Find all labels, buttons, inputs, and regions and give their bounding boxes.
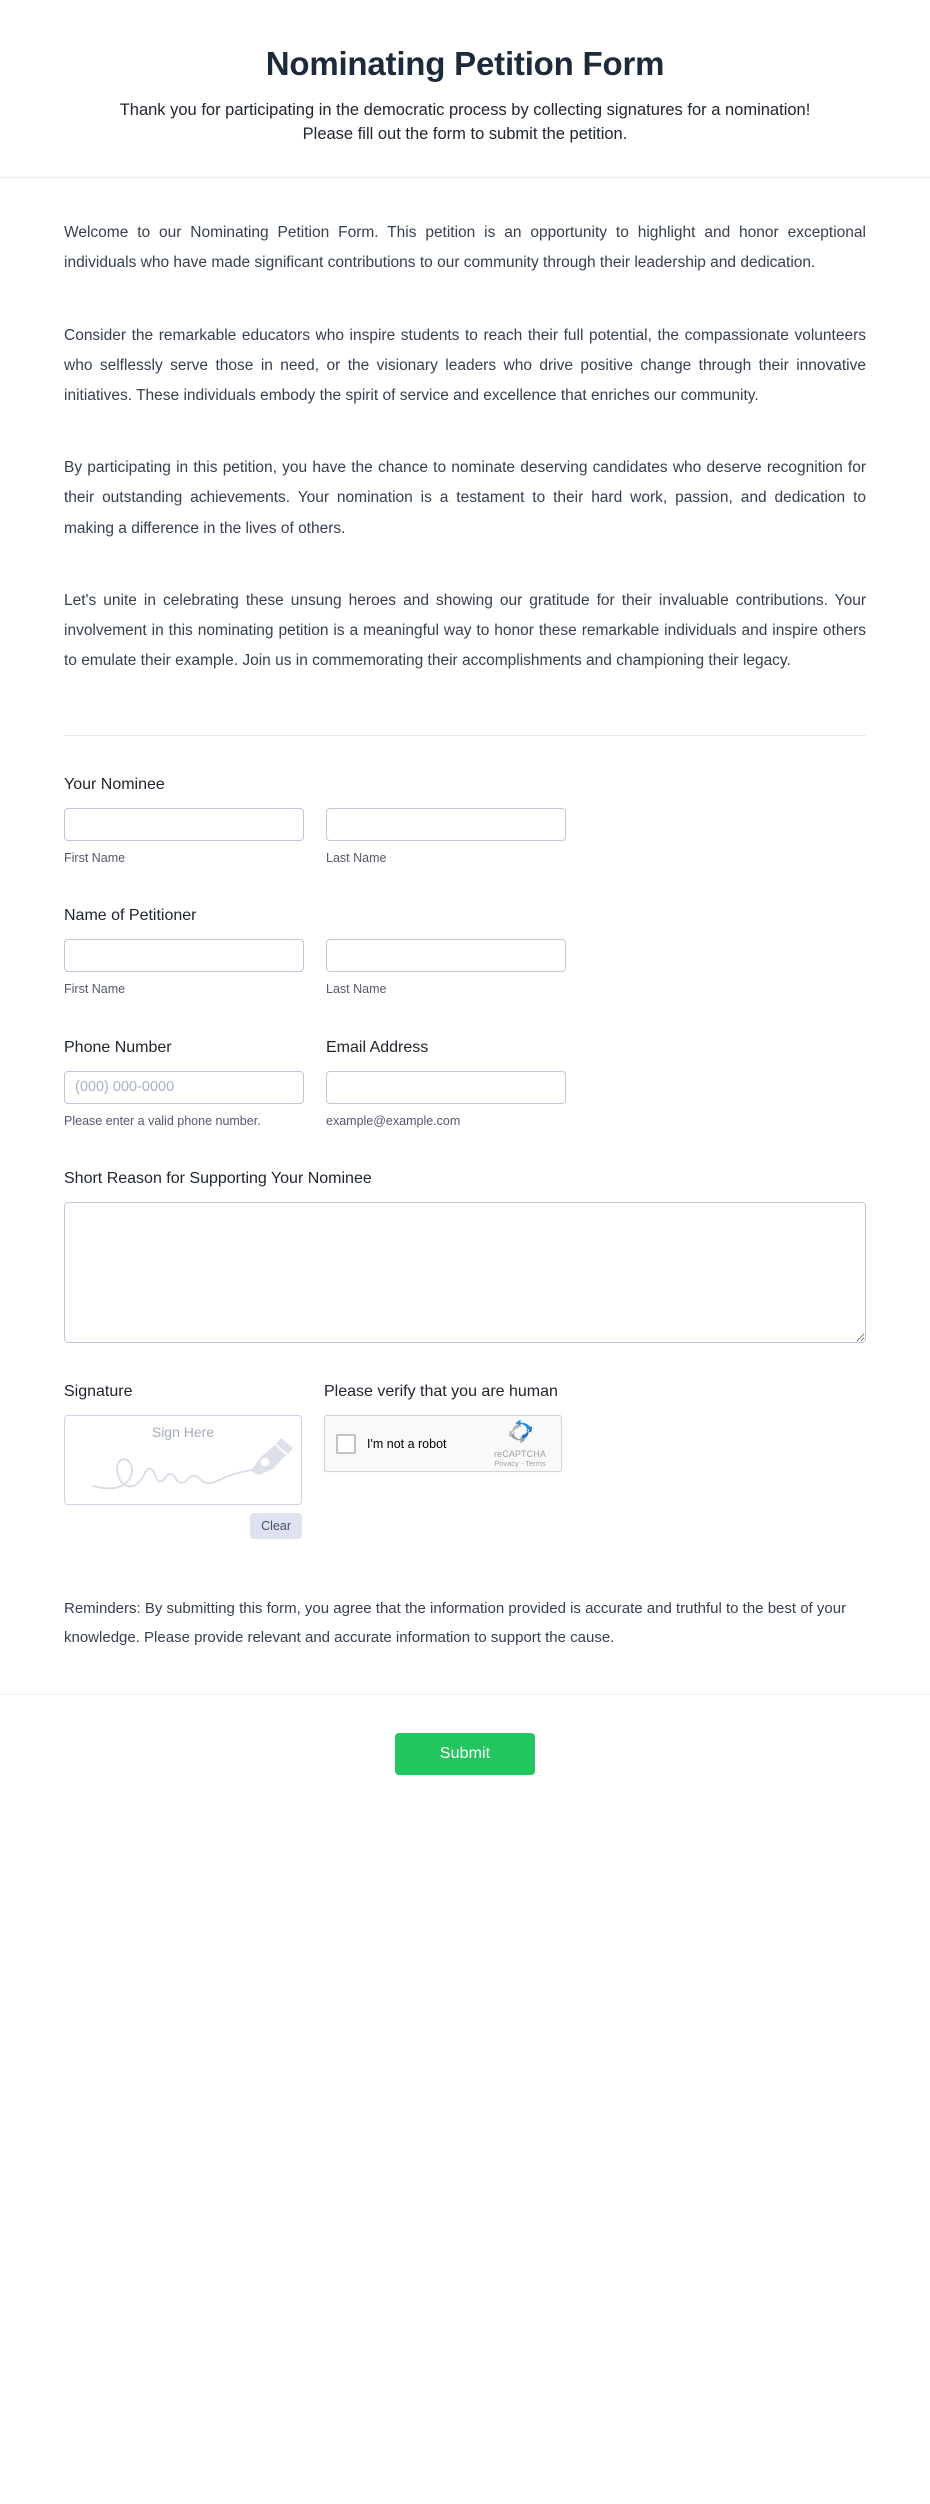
- captcha-group: [324, 1383, 562, 1472]
- signature-label: Signature: [64, 1383, 133, 1400]
- intro-paragraph-2: Consider the remarkable educators who inspire students to reach their full potential, the compassionate volunteers who selflessly serve those in need, or the visionary leaders who drive positive change through their innovative initiatives. These individuals embody the spirit of service and excellence that enriches our community.: [64, 326, 866, 404]
- recaptcha-privacy-terms-links[interactable]: Privacy - Terms: [494, 1459, 546, 1469]
- recaptcha-widget[interactable]: [324, 1415, 562, 1472]
- signature-group: [64, 1383, 302, 1539]
- form-body: [0, 178, 930, 1694]
- email-sublabel: example@example.com: [326, 1113, 461, 1128]
- intro-text: [64, 218, 866, 676]
- contact-row: [64, 1039, 866, 1131]
- email-group: [326, 1039, 566, 1131]
- recaptcha-checkbox[interactable]: [336, 1434, 356, 1454]
- recaptcha-brand-name: reCAPTCHA: [494, 1449, 546, 1460]
- petitioner-first-name-sublabel: First Name: [64, 982, 126, 996]
- field-block-contact: [64, 1039, 866, 1131]
- signature-captcha-row: [64, 1383, 866, 1539]
- petitioner-first-name-input[interactable]: [64, 939, 304, 972]
- recaptcha-brand: [489, 1419, 551, 1468]
- signature-clear-row: [64, 1513, 302, 1539]
- recaptcha-logo-icon: [508, 1431, 533, 1448]
- nominee-last-group: [326, 808, 566, 868]
- phone-input[interactable]: [64, 1071, 304, 1104]
- reason-label: Short Reason for Supporting Your Nominee: [64, 1170, 372, 1187]
- intro-paragraph-4: Let's unite in celebrating these unsung heroes and showing our gratitude for their invaluable contributions. Your involvement in this nominating petition is a meaningful way to honor these remarkable individuals and inspire others to emulate their example. Join us in commemorating their accomplishments and championing their legacy.: [64, 591, 866, 670]
- field-block-nominee: [64, 776, 866, 868]
- page-title: Nominating Petition Form: [265, 45, 665, 82]
- nominee-first-name-sublabel: First Name: [64, 850, 126, 865]
- nominee-last-name-sublabel: Last Name: [326, 850, 387, 865]
- intro-paragraph-3: By participating in this petition, you have the chance to nominate deserving candidates who deserve recognition for their outstanding achievements. Your nomination is a testament to their hard work, passion, and dedication to making a difference in the lives of others.: [64, 459, 866, 537]
- field-block-petitioner: [64, 907, 866, 999]
- recaptcha-checkbox-label: I'm not a robot: [367, 1436, 447, 1451]
- petitioner-label: Name of Petitioner: [64, 907, 197, 924]
- reason-textarea[interactable]: [64, 1202, 866, 1343]
- form-header: [0, 0, 930, 178]
- nominee-last-name-input[interactable]: [326, 808, 566, 841]
- captcha-label: Please verify that you are human: [324, 1383, 558, 1400]
- petitioner-last-name-input[interactable]: [326, 939, 566, 972]
- signature-pad[interactable]: [64, 1415, 302, 1505]
- field-block-reason: [64, 1170, 866, 1343]
- nominee-name-row: [64, 808, 866, 868]
- signature-placeholder-text: Sign Here: [151, 1424, 215, 1440]
- petitioner-last-group: [326, 939, 566, 999]
- submit-button[interactable]: Submit: [395, 1733, 535, 1775]
- email-label: Email Address: [326, 1038, 429, 1056]
- page-subtitle: Thank you for participating in the democratic process by collecting signatures for a nomination! Please fill out the form to submit the petition.: [119, 100, 811, 144]
- nominee-first-group: [64, 808, 304, 868]
- intro-paragraph-1: Welcome to our Nominating Petition Form. This petition is an opportunity to highlight and honor exceptional individuals who have made significant contributions to our community through their leadership and dedication.: [64, 224, 866, 272]
- nominee-first-name-input[interactable]: [64, 808, 304, 841]
- petitioner-first-group: [64, 939, 304, 999]
- nominee-label: Your Nominee: [64, 775, 165, 793]
- phone-label: Phone Number: [64, 1038, 172, 1056]
- form-footer: [0, 1694, 930, 1819]
- petitioner-name-row: [64, 939, 866, 999]
- petitioner-last-name-sublabel: Last Name: [326, 982, 387, 996]
- reminders-text: Reminders: By submitting this form, you agree that the information provided is accurate and truthful to the best of your knowledge. Please provide relevant and accurate information to support the cause.: [64, 1600, 847, 1646]
- email-input[interactable]: [326, 1071, 566, 1104]
- clear-signature-button[interactable]: Clear: [250, 1513, 302, 1539]
- section-divider: [64, 735, 866, 736]
- phone-group: [64, 1039, 304, 1131]
- phone-sublabel: Please enter a valid phone number.: [64, 1113, 261, 1128]
